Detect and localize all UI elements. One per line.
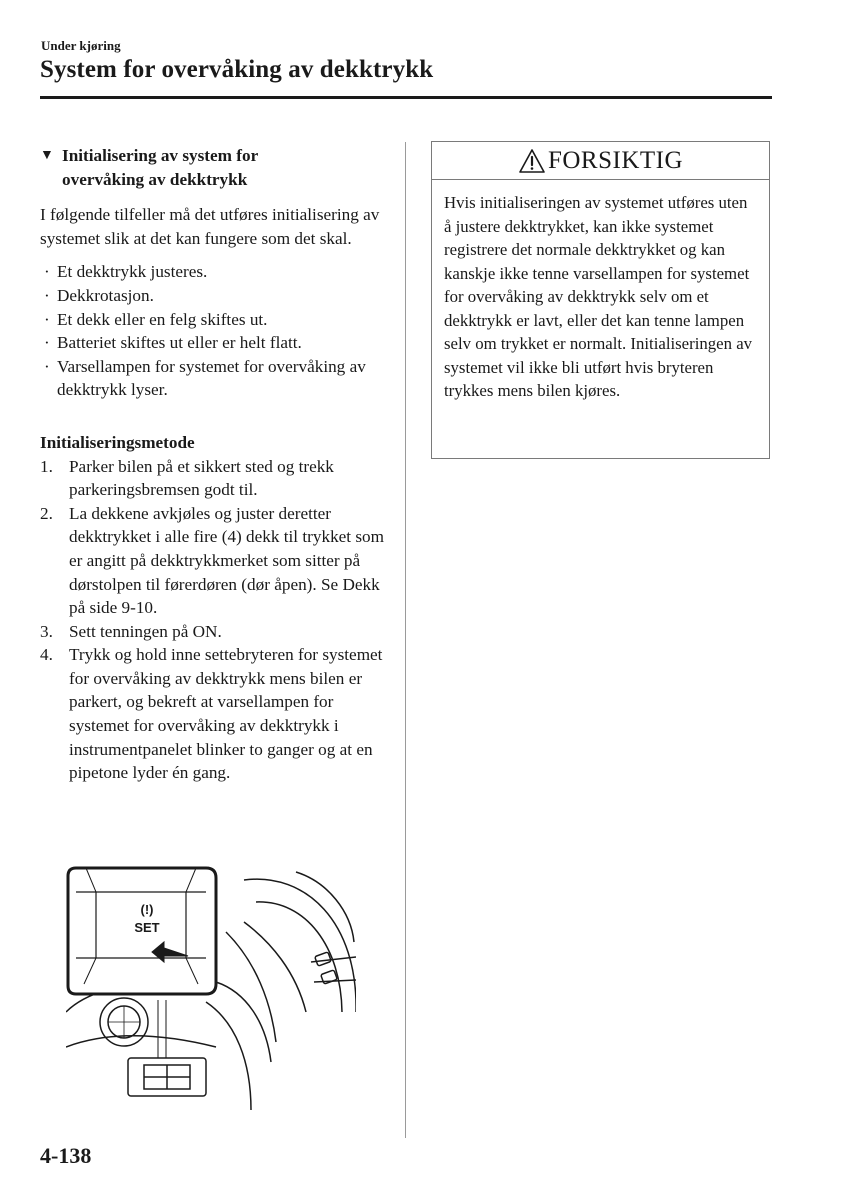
triangle-down-icon: ▼ <box>40 148 54 163</box>
step-text: Sett tenningen på ON. <box>69 621 222 641</box>
warning-title: FORSIKTIG <box>547 146 684 174</box>
step-item <box>40 643 385 785</box>
warning-text: Hvis initialiseringen av systemet utføres uten å justere dekktrykket, kan ikke systemet registrere det normale dekktrykket og kan kanskje ikke tenne varsellampen for systemet for overvåking av dekktrykk selv om et dekktrykk er lavt, eller det kan tenne lampen selv om trykket er normalt. Initialiseringen av systemet vil ikke bli utført hvis bryteren trykkes mens bilen kjøres. <box>444 193 753 400</box>
bullet-dot: · <box>44 333 50 353</box>
warning-box <box>431 141 770 459</box>
bullet-dot: · <box>44 262 50 282</box>
list-item-text: Et dekk eller en felg skiftes ut. <box>57 309 268 329</box>
list-item <box>40 308 385 332</box>
conditions-list <box>40 260 385 402</box>
page-title: System for overvåking av dekktrykk <box>40 56 434 83</box>
page-number: 4-138 <box>40 1143 92 1168</box>
title-rule <box>40 96 772 99</box>
warning-triangle-icon <box>518 148 546 174</box>
list-item <box>40 355 385 402</box>
section-label: Under kjøring <box>41 38 121 53</box>
tire-pressure-symbol: (!) <box>140 902 154 917</box>
step-item <box>40 455 385 502</box>
list-item <box>40 284 385 308</box>
steps-list <box>40 455 385 785</box>
list-item <box>40 331 385 355</box>
bullet-dot: · <box>44 285 50 305</box>
subheading-line-1: Initialisering av system for <box>62 146 259 165</box>
subheading-line-2: overvåking av dekktrykk <box>62 169 248 189</box>
subheading <box>40 144 385 191</box>
step-text: La dekkene avkjøles og juster deretter dekktrykket i alle fire (4) dekk til trykket som er angitt på dekktrykkmerket som sitter på dørstolpen til førerdøren (dør åpen). Se Dekk på side 9-10. <box>69 503 385 618</box>
bullet-dot: · <box>44 356 50 376</box>
method-heading: Initialiseringsmetode <box>40 432 195 452</box>
step-text: Trykk og hold inne settebryteren for systemet for overvåking av dekktrykk mens bilen er parkert, og bekreft at varsellampen for systemet for overvåking av dekktrykk i instrumentpanelet blinker to ganger og at en pipetone lyder én gang. <box>69 645 383 783</box>
set-button-label: SET <box>134 920 160 935</box>
bullet-dot: · <box>44 309 50 329</box>
list-item-text: Et dekktrykk justeres. <box>57 262 208 282</box>
column-divider <box>405 142 406 1138</box>
step-number: 1. <box>40 456 53 476</box>
list-item <box>40 260 385 284</box>
step-number: 3. <box>40 621 53 641</box>
list-item-text: Varsellampen for systemet for overvåking av dekktrykk lyser. <box>57 356 366 400</box>
warning-header <box>432 142 769 180</box>
left-column <box>40 144 385 785</box>
step-number: 2. <box>40 503 53 523</box>
set-switch-illustration <box>66 862 356 1110</box>
step-number: 4. <box>40 645 53 665</box>
step-item <box>40 502 385 620</box>
intro-paragraph: I følgende tilfeller må det utføres initialisering av systemet slik at det kan fungere som det skal. <box>40 205 380 248</box>
step-text: Parker bilen på et sikkert sted og trekk parkeringsbremsen godt til. <box>69 456 334 500</box>
step-item <box>40 620 385 644</box>
list-item-text: Dekkrotasjon. <box>57 285 154 305</box>
list-item-text: Batteriet skiftes ut eller er helt flatt. <box>57 333 302 353</box>
